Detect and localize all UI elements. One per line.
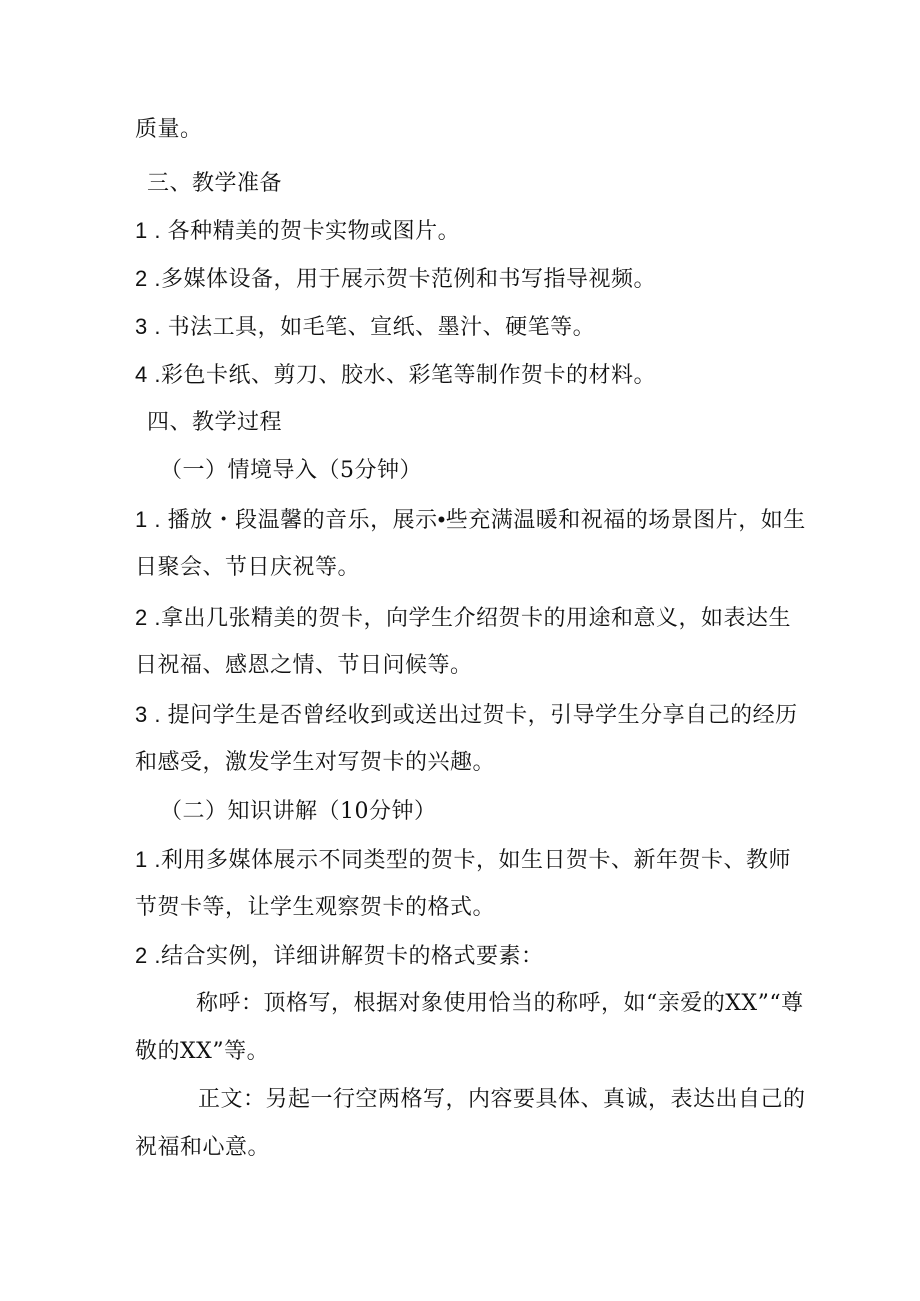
list-item: 1 . 各种精美的贺卡实物或图片。 bbox=[135, 218, 461, 243]
paragraph-line: 祝福和心意。 bbox=[135, 1135, 271, 1160]
paragraph-line: 日祝福、感恩之情、节日问候等。 bbox=[135, 653, 473, 678]
paragraph-line: 质量。 bbox=[135, 117, 203, 142]
list-item: 1 .利用多媒体展示不同类型的贺卡，如生日贺卡、新年贺卡、教师 bbox=[135, 847, 791, 872]
list-item: 1 . 播放・段温馨的音乐，展示•些充满温暖和祝福的场景图片，如生 bbox=[135, 507, 806, 532]
paragraph-line: 敬的XX”等。 bbox=[135, 1039, 270, 1064]
list-item: 2 .拿出几张精美的贺卡，向学生介绍贺卡的用途和意义，如表达生 bbox=[135, 605, 791, 630]
list-item: 3 . 书法工具，如毛笔、宣纸、墨汁、硬笔等。 bbox=[135, 314, 596, 339]
paragraph-line: 和感受，激发学生对写贺卡的兴趣。 bbox=[135, 750, 496, 775]
section-heading: 三、教学准备 bbox=[147, 171, 283, 196]
paragraph-line: 日聚会、节日庆祝等。 bbox=[135, 555, 361, 580]
paragraph-line: 正文：另起一行空两格写，内容要具体、真诚，表达出自己的 bbox=[198, 1087, 806, 1112]
list-item: 2 .多媒体设备，用于展示贺卡范例和书写指导视频。 bbox=[135, 266, 656, 291]
list-item: 4 .彩色卡纸、剪刀、胶水、彩笔等制作贺卡的材料。 bbox=[135, 362, 656, 387]
section-heading: 四、教学过程 bbox=[147, 410, 283, 435]
list-item: 3 . 提问学生是否曾经收到或送出过贺卡，引导学生分享自己的经历 bbox=[135, 702, 798, 727]
subsection-heading: （二）知识讲解（10分钟） bbox=[160, 799, 437, 824]
paragraph-line: 称呼：顶格写，根据对象使用恰当的称呼，如“亲爱的XX”“尊 bbox=[196, 991, 804, 1016]
subsection-heading: （一）情境导入（5分钟） bbox=[160, 458, 422, 483]
list-item: 2 .结合实例，详细讲解贺卡的格式要素： bbox=[135, 943, 544, 968]
paragraph-line: 节贺卡等，让学生观察贺卡的格式。 bbox=[135, 895, 496, 920]
